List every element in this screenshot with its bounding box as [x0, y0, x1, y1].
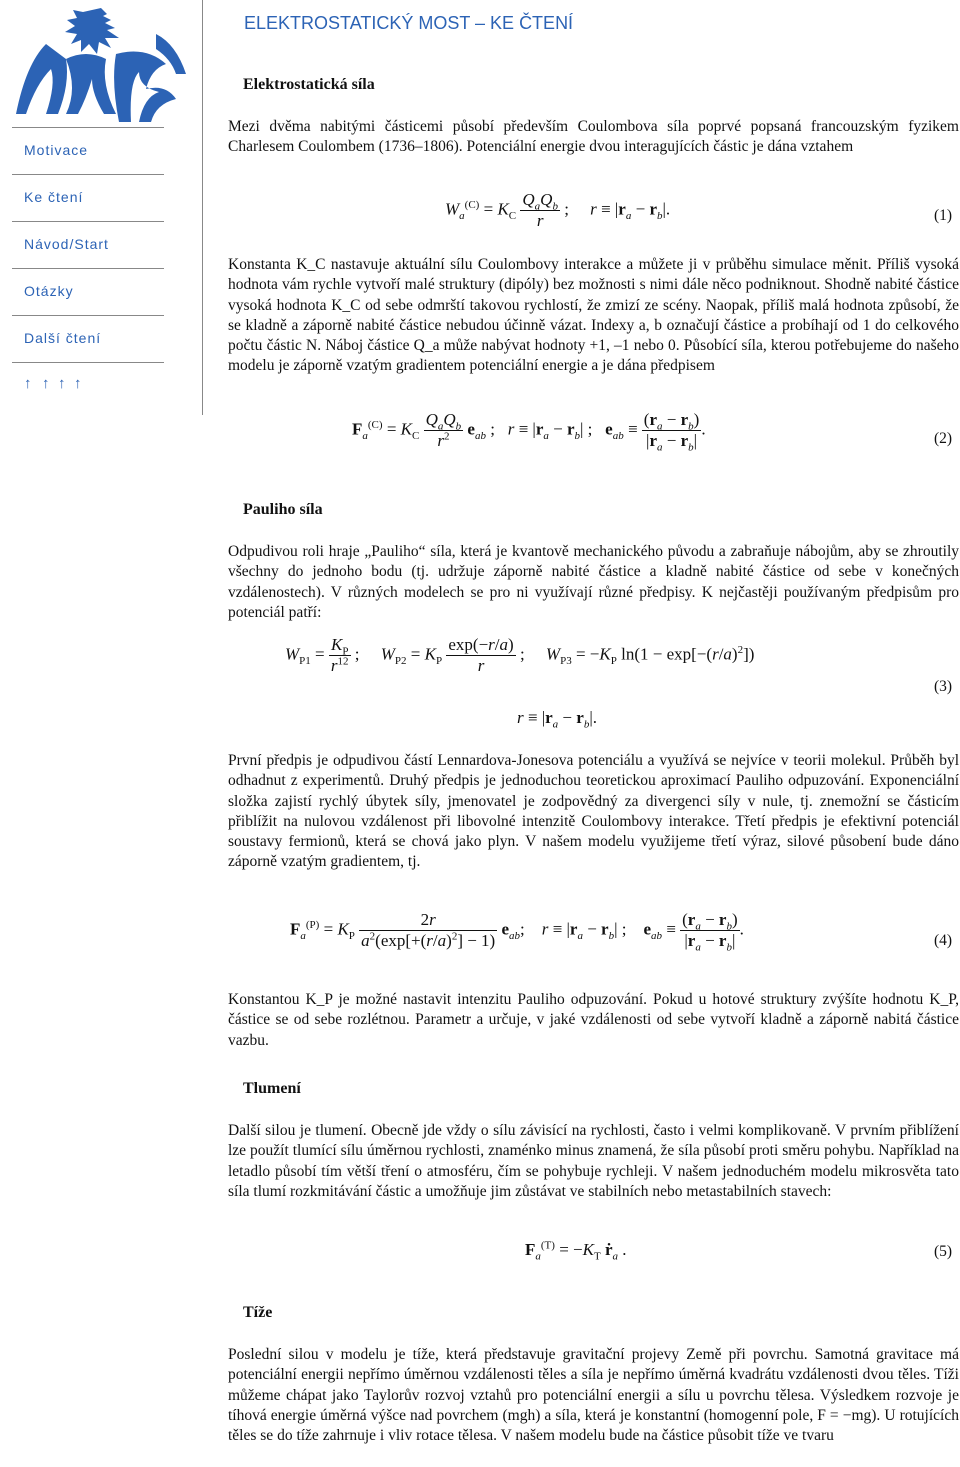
paragraph: Další silou je tlumení. Obecně jde vždy o sílu závisící na rychlosti, často i velmi komplikovaně. V prvním přiblížení lze použít tlumící sílu úměrnou rychlosti, znaménko minus znamená, že síla působí proti směru pohybu. Například na letadlo působí tím větší tření o atmosféru, čím se pohybuje rychleji. V našem jednoduchém modelu mikrosvěta tato síla tlumí rozkmitávání částic a umožňuje jim zůstávat ve stabilních nebo metastabilních stavech:	[228, 1122, 959, 1200]
sidebar-divider	[202, 0, 203, 415]
section-heading-pauliho-sila: Pauliho síla	[243, 501, 323, 518]
nav-item-motivace[interactable]	[12, 127, 164, 174]
page-title: ELEKTROSTATICKÝ MOST – KE ČTENÍ	[244, 13, 574, 33]
paragraph: První předpis je odpudivou částí Lennardova-Jonesova potenciálu a využívá se nejvíce v teorii molekul. Průběh byl odhadnut z experimentů. Druhý předpis je jednoduchou teoretickou aproximací Pauliho odpuzování. Exponenciální složka zajistí rychlý úbytek síly, jmenovatel je zodpovědný za divergenci síly v nule, tj. znemožní se částicím přiblížit na nulovou vzdálenost při libovolné intenzitě Coulombovy interakce. Třetí předpis je efektivní potenciál soustavy fermionů, která se chová jako plyn. V našem modelu využijeme třetí výraz, silové působení bude dáno záporně vzatým gradientem, tj.	[228, 752, 959, 871]
nav-link-ke-cteni[interactable]: Ke čtení	[24, 189, 84, 205]
nav-item-otazky[interactable]	[12, 268, 164, 315]
equation-5: $F_a^{(T)} = -K_T$ ṙ$_a$ .	[525, 1239, 627, 1263]
equation-number: (3)	[934, 678, 953, 695]
section-heading-elektrostaticka-sila: Elektrostatická síla	[243, 76, 375, 93]
equation-number: (5)	[934, 1243, 953, 1260]
paragraph: Konstanta K_C nastavuje aktuální sílu Coulombovy interakce a můžete ji v průběhu simulace měnit. Příliš vysoká hodnota vám rychle vytvoří malé struktury (dipóly) bez možnosti s nimi dále něco podniknout. Shodně nabité částice vysoká hodnota K_C od sebe odmrští takovou rychlostí, že zmizí ze scény. Naopak, příliš malá hodnota způsobí, že se kladně a záporně nabité částice nebudou účinně vázat. Indexy a, b označují částice a probíhají od 1 do celkového počtu částic N. Náboj částice Q_a může nabývat hodnoty +1, –1 nebo 0. Působící síla, kterou potřebujeme do našeho modelu je záporně vzatým gradientem potenciální energie a je dána předpisem	[228, 256, 959, 375]
nav-item-navod-start[interactable]	[12, 221, 164, 268]
nav-item-ke-cteni[interactable]	[12, 174, 164, 221]
sidebar	[0, 0, 203, 415]
arrow-up-icon[interactable]: ↑	[42, 375, 50, 392]
arrow-up-icon[interactable]: ↑	[24, 375, 32, 392]
equation-2: $F_a^{(C)} = K_C$ $\frac{Q_aQ_b}{r^2}$ $e_{ab}$ ; $r \equiv |r_a - r_b|$ ; $e_{ab}$ ≡ $\frac{(r_a - r_b)}{|r_a - r_b|}$ .	[352, 410, 706, 454]
equation-3b: $r \equiv |r_a - r_b|$.	[517, 708, 597, 731]
nav-arrows	[12, 362, 164, 408]
nav-link-otazky[interactable]: Otázky	[24, 283, 74, 299]
section-heading-tize: Tíže	[243, 1304, 273, 1321]
section-heading-tlumeni: Tlumení	[243, 1080, 301, 1097]
equation-1: $W_a^{(C)} = K_C$ $\frac{Q_aQ_b}{r}$ ; $r \equiv |r_a - r_b|$.	[445, 190, 671, 230]
paragraph: Odpudivou roli hraje „Pauliho“ síla, která je kvantově mechanického původu a zabraňuje nábojům, aby se zhroutily všechny do jednoho bodu (tj. udržuje záporně nabité částice a kladně nabité částice od sebe v konečných vzdálenostech). V různých modelech se pro ni využívají různé předpisy. K nejčastěji používaným předpisům pro potenciál patří:	[228, 543, 959, 621]
paragraph: Mezi dvěma nabitými částicemi působí především Coulombova síla poprvé popsaná francouzským fyzikem Charlesem Coulombem (1736–1806). Potenciální energie dvou interagujících částic je dána vztahem	[228, 118, 959, 156]
equation-3: $W_{P1}$ = $\frac{K_P}{r^{12}}$ ; $W_{P2} = K_P$ $\frac{\exp(-r/a)}{r}$ ; $W_{P3} = -K_P$ $\ln(1 - \exp[-(r/a)^2])$	[285, 635, 755, 675]
arrow-up-icon[interactable]: ↑	[74, 375, 82, 392]
equation-number: (4)	[934, 932, 953, 949]
equation-number: (1)	[934, 207, 953, 224]
paragraph: Poslední silou v modelu je tíže, která představuje gravitační projevy Země při povrchu. Samotná gravitace má potenciální energii nepřímo úměrnou vzdálenosti těles a síla je nepřímo úměrná kvadrátu vzdálenosti dvou těles. Tíži můžeme chápat jako Taylorův rozvoj vztahů pro potenciální energii a sílu u povrchu tělesa. Výsledkem rozvoje je tíhová energie úměrná výšce nad povrchem (mgh) a síla, která je konstantní (homogenní pole, F = −mg). U rotujících těles se do tíže zahrnuje i vliv rotace tělesa. V našem modelu bude na částice působit tíže ve tvaru	[228, 1346, 959, 1445]
paragraph: Konstantou K_P je možné nastavit intenzitu Pauliho odpuzování. Pokud u hotové struktury zvýšíte hodnotu K_P, částice se od sebe rozlétnou. Parametr a určuje, v jaké vzdálenosti od sebe vytvoří kladně a záporně nabitá částice vazbu.	[228, 991, 959, 1049]
nav-link-navod-start[interactable]: Návod/Start	[24, 236, 109, 252]
side-nav	[12, 127, 164, 408]
equation-4: $F_a^{(P)} = K_P$ $\frac{2r}{a^2(\exp[+(r/a)^2] - 1)}$ $e_{ab}$; $r \equiv |r_a - r_b|$ ; $e_{ab}$ ≡ $\frac{(r_a - r_b)}{|r_a - r_b|}$ .	[290, 910, 744, 954]
nav-link-motivace[interactable]: Motivace	[24, 142, 89, 158]
nav-item-dalsi-cteni[interactable]	[12, 315, 164, 362]
equation-number: (2)	[934, 430, 953, 447]
arrow-up-icon[interactable]: ↑	[58, 375, 66, 392]
ctu-lion-logo	[6, 4, 196, 122]
nav-link-dalsi-cteni[interactable]: Další čtení	[24, 330, 102, 346]
